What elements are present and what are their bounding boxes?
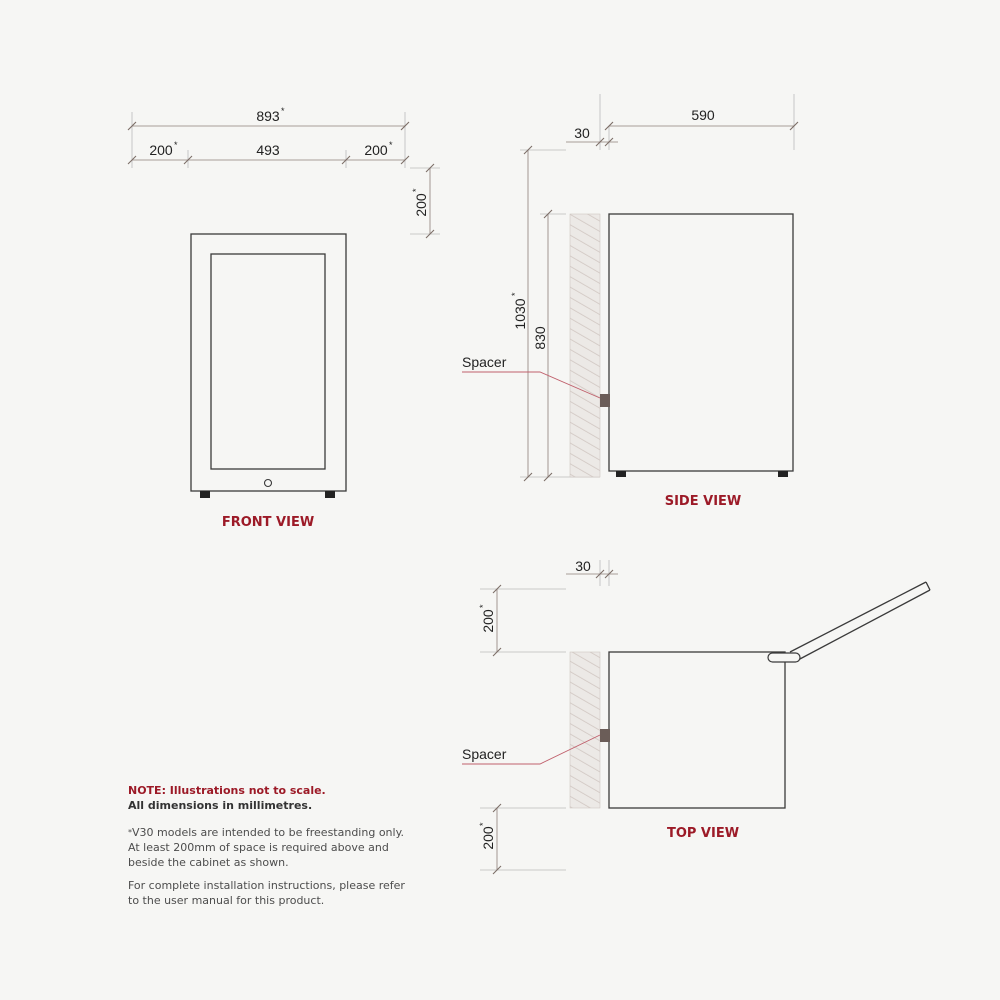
dim-total-width: 893 <box>256 108 280 124</box>
dim-spacer: 30 <box>574 125 590 141</box>
notes-line: to the user manual for this product. <box>128 894 325 907</box>
notes-text: V30 models are intended to be freestanding only. <box>132 826 405 839</box>
foot-right <box>325 491 335 498</box>
spacer-label: Spacer <box>462 354 507 370</box>
cabinet-side-outline <box>609 214 793 471</box>
lock-icon <box>265 480 272 487</box>
dim-top-clearance: 200 <box>413 193 429 217</box>
dim-spacer: 30 <box>575 558 591 574</box>
side-view <box>462 94 798 509</box>
wall-hatch <box>570 214 600 477</box>
spacer-block <box>600 729 610 742</box>
notes-block <box>128 783 428 908</box>
notes-line: beside the cabinet as shown. <box>128 856 289 869</box>
dim-bottom-clearance: 200 <box>480 826 496 850</box>
foot-front <box>616 471 626 477</box>
cabinet-front-outline <box>191 234 346 491</box>
front-view-title: FRONT VIEW <box>221 515 315 530</box>
open-door <box>768 582 930 662</box>
spacer-block <box>600 394 610 407</box>
asterisk: * <box>174 140 178 150</box>
glass-door <box>211 254 325 469</box>
notes-line: At least 200mm of space is required above and <box>128 841 389 854</box>
notes-line: For complete installation instructions, please refer <box>128 879 405 892</box>
asterisk: * <box>478 822 488 826</box>
dim-height: 830 <box>532 326 548 350</box>
asterisk: * <box>128 828 132 837</box>
top-view <box>462 558 930 874</box>
notes-subtitle: All dimensions in millimetres. <box>128 799 313 812</box>
asterisk: * <box>510 292 520 296</box>
dim-right-clearance: 200 <box>364 142 388 158</box>
notes-line <box>128 825 428 840</box>
notes-title: NOTE: Illustrations not to scale. <box>128 784 326 797</box>
door-hinge <box>768 653 800 662</box>
cabinet-top-outline <box>609 652 785 808</box>
asterisk: * <box>478 604 488 608</box>
dim-top-clearance: 200 <box>480 609 496 633</box>
asterisk: * <box>411 188 421 192</box>
dim-depth: 590 <box>691 107 715 123</box>
asterisk: * <box>389 140 393 150</box>
foot-left <box>200 491 210 498</box>
spacer-label: Spacer <box>462 746 507 762</box>
asterisk: * <box>281 106 285 116</box>
dim-left-clearance: 200 <box>149 142 173 158</box>
side-view-title: SIDE VIEW <box>664 494 742 509</box>
dim-cabinet-width: 493 <box>256 142 280 158</box>
front-view <box>128 106 440 530</box>
top-view-title: TOP VIEW <box>666 826 740 841</box>
wall-hatch <box>570 652 600 808</box>
dim-total-height: 1030 <box>512 298 528 330</box>
foot-back <box>778 471 788 477</box>
